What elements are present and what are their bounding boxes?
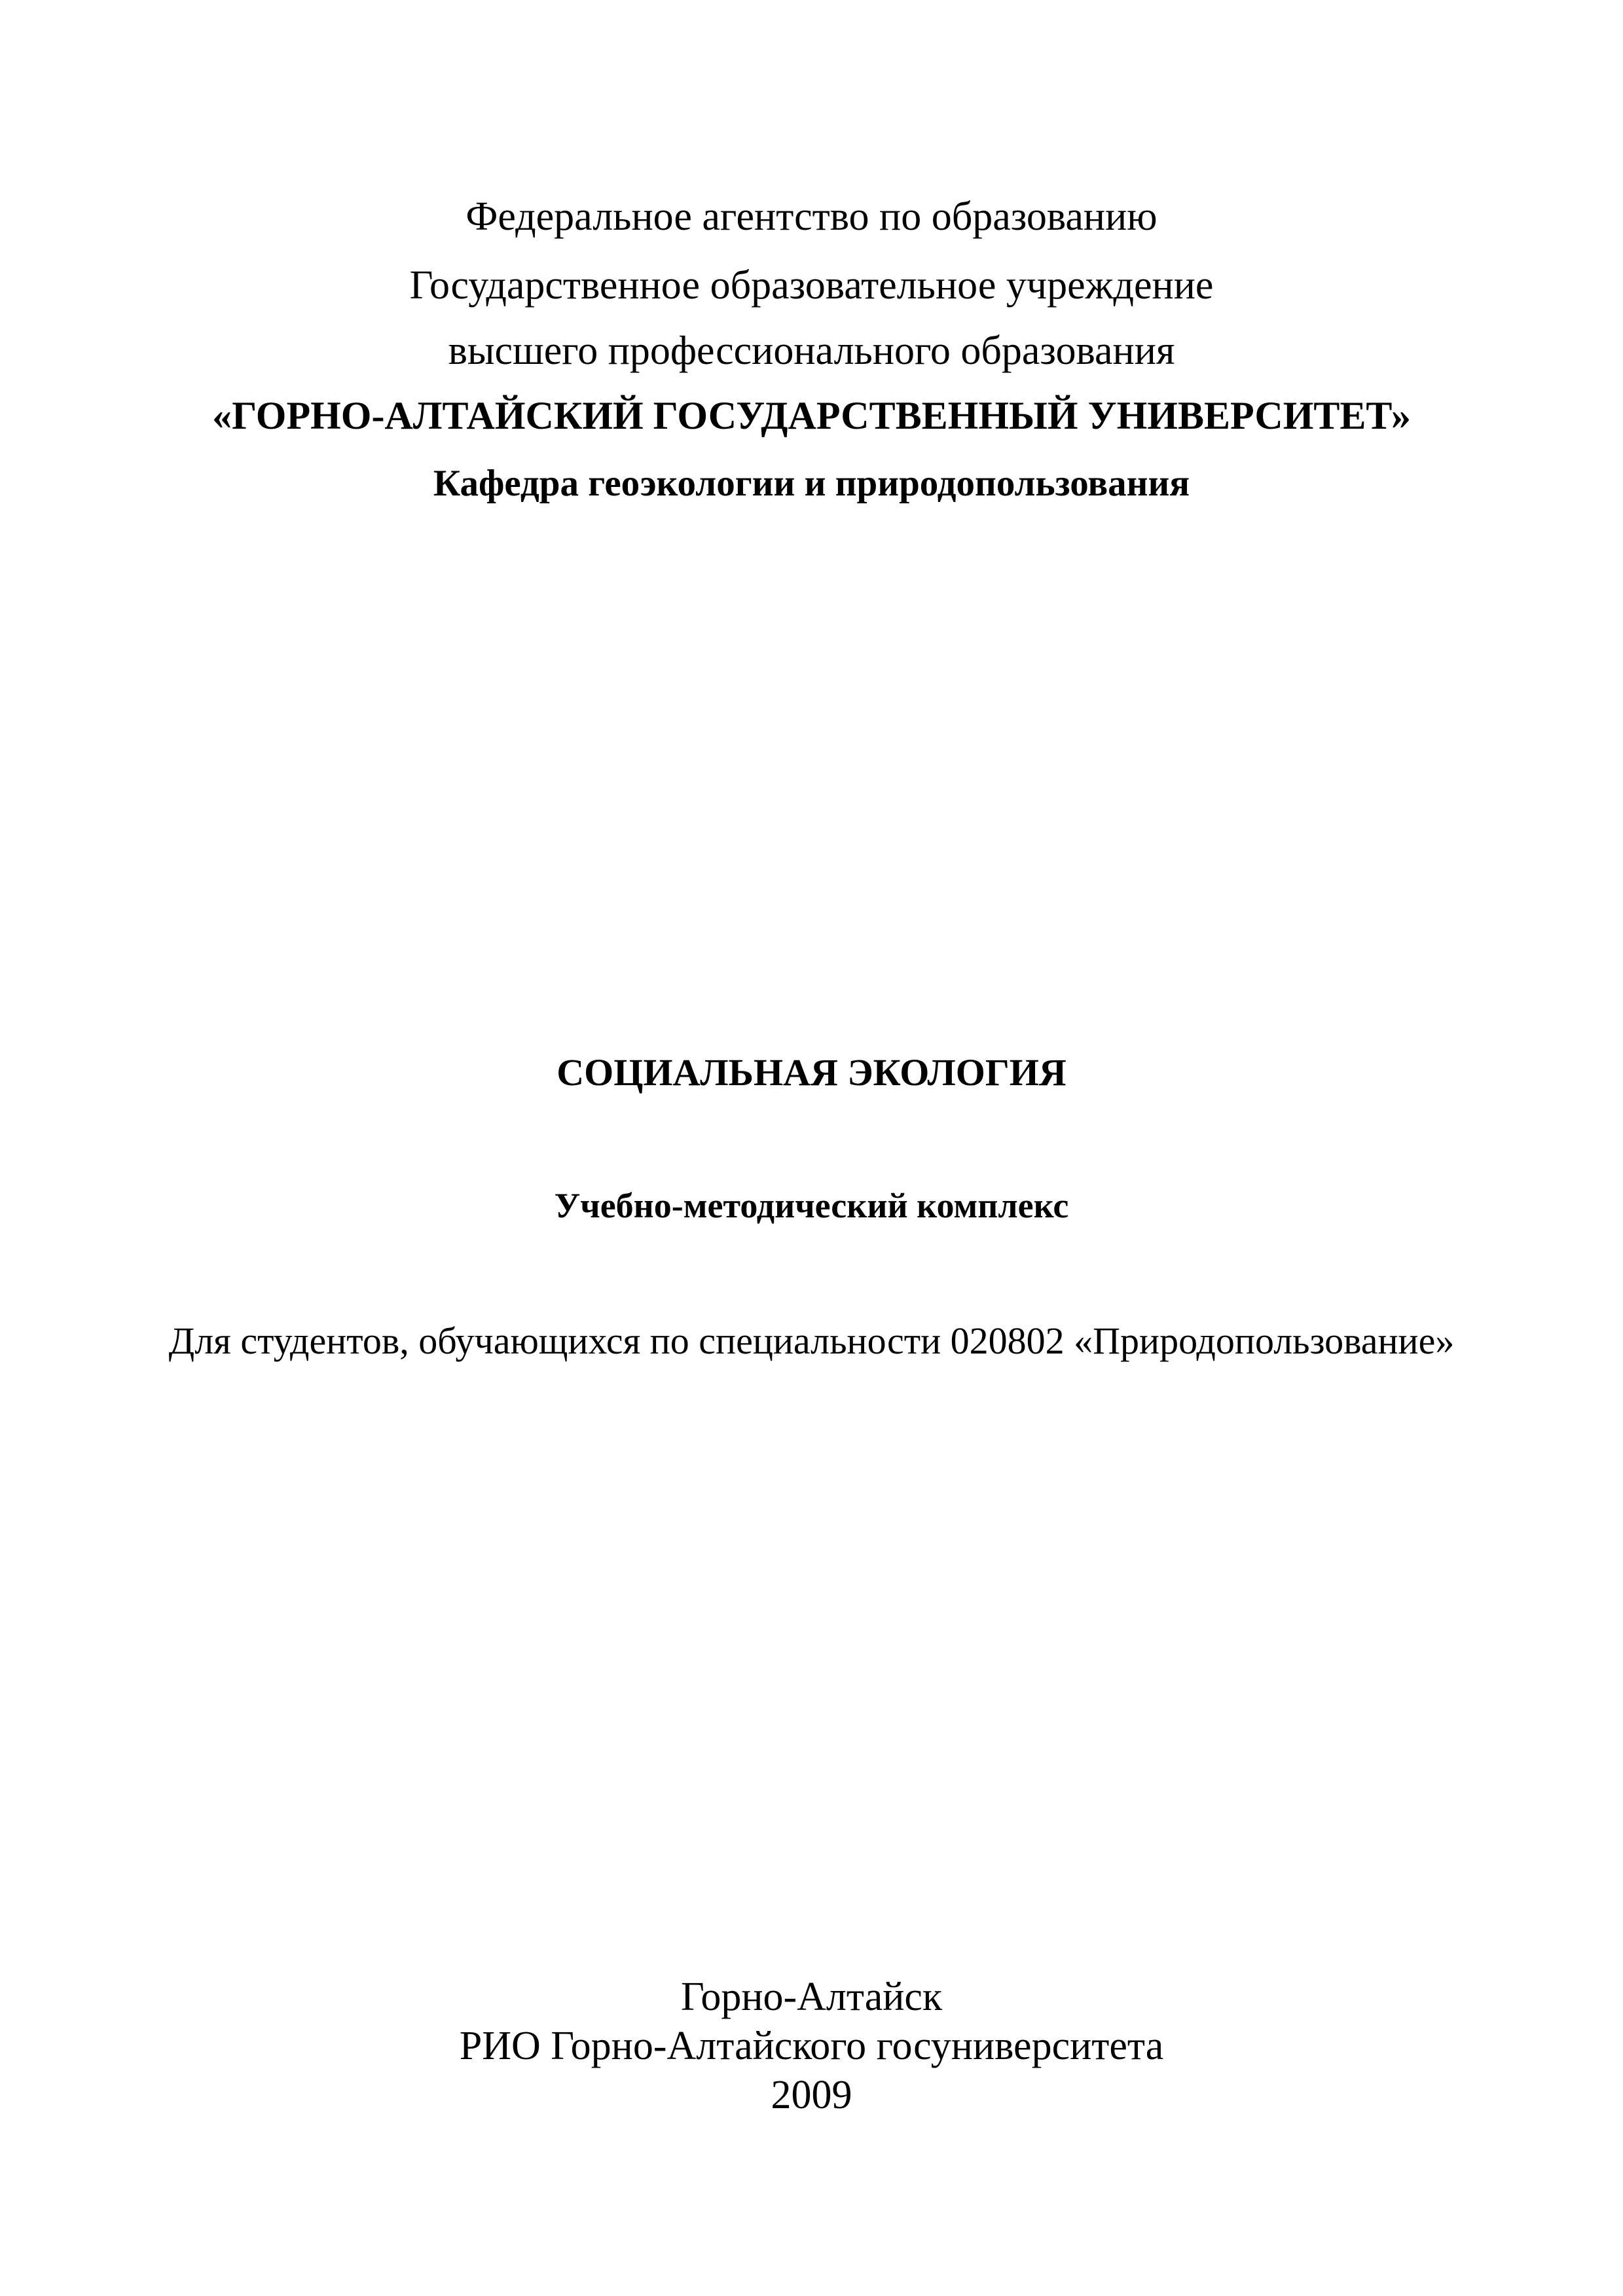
education-level-line: высшего профессионального образования — [448, 329, 1175, 373]
year-line: 2009 — [771, 2073, 852, 2117]
department-name: Кафедра геоэкологии и природопользования — [433, 463, 1190, 504]
university-name: «ГОРНО-АЛТАЙСКИЙ ГОСУДАРСТВЕННЫЙ УНИВЕРСИТЕТ» — [212, 394, 1411, 437]
city-line: Горно-Алтайск — [680, 1975, 943, 2019]
agency-line: Федеральное агентство по образованию — [465, 194, 1158, 239]
document-subtitle: Учебно-методический комплекс — [554, 1186, 1069, 1225]
publisher-line: РИО Горно-Алтайского госуниверситета — [459, 2024, 1164, 2068]
institution-type-line: Государственное образовательное учреждение — [409, 263, 1214, 308]
document-title: СОЦИАЛЬНАЯ ЭКОЛОГИЯ — [556, 1051, 1067, 1094]
audience-line: Для студентов, обучающихся по специальности 020802 «Природопользование» — [168, 1319, 1455, 1362]
